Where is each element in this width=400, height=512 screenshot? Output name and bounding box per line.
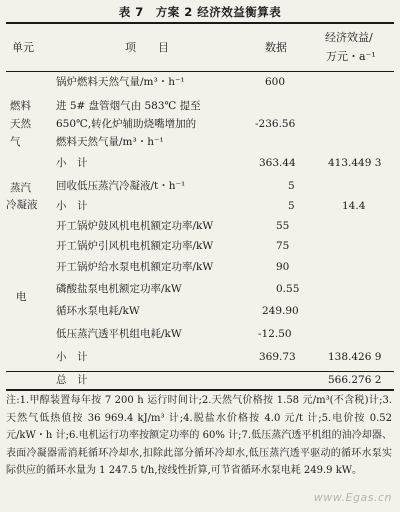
- item-text: 小 计: [56, 200, 88, 212]
- table-note: 注:1.甲醇装置每年按 7 200 h 运行时间计;2.天然气价格按 1.58 元/m³(不含税)计;3.天然气低热值按 36 969.4 kJ/m³ 计;4.脱盐水价格按 4.0 元/t 计;5.电价按 0.52 元/kW・h 计;6.电机运行功率按额定功率的 60% 计;7.低压蒸汽透平机组的油冷却器、表面冷凝器需消耗循环冷却水,扣除此部分循环冷却水,低压蒸汽透平驱动的循环水泵实际供应的循环水量为 1 247.5 t/h,按线性折算,可节省循环水泵电耗 249.9 kW。: [6, 395, 392, 476]
- bottom-rule: [6, 389, 394, 391]
- header-unit: 单元: [12, 41, 34, 54]
- benefit-value: 413.449 3: [328, 157, 382, 169]
- top-rule: [6, 22, 394, 24]
- data-value: 5: [288, 180, 295, 192]
- data-value: 55: [276, 220, 290, 232]
- item-text: 650℃,转化炉辅助烧嘴增加的: [56, 118, 197, 130]
- item-text: 进 5# 盘管烟气由 583℃ 提至: [56, 100, 201, 112]
- watermark: www.Egas.cn: [313, 491, 392, 504]
- item-text: 燃料天然气量/m³・h⁻¹: [56, 136, 164, 148]
- item-text: 锅炉燃料天然气量/m³・h⁻¹: [56, 76, 185, 88]
- data-value: 249.90: [262, 305, 299, 317]
- item-text: 磷酸盐泵电机额定功率/kW: [56, 283, 182, 295]
- unit-label: 燃料: [10, 100, 31, 112]
- data-value: 363.44: [259, 157, 296, 169]
- item-text: 开工锅炉鼓风机电机额定功率/kW: [56, 220, 214, 232]
- total-label: 总 计: [56, 374, 88, 386]
- unit-label: 气: [10, 136, 21, 148]
- unit-label: 蒸汽: [10, 182, 31, 194]
- data-value: 5: [288, 200, 295, 212]
- item-text: 小 计: [56, 351, 88, 363]
- header-rule: [6, 71, 394, 72]
- benefit-value: 14.4: [342, 200, 366, 212]
- data-value: -12.50: [258, 328, 292, 340]
- unit-label: 天然: [10, 118, 31, 130]
- item-text: 开工锅炉给水泵电机额定功率/kW: [56, 261, 214, 273]
- table-title: 表 7 方案 2 经济效益衡算表: [118, 5, 282, 19]
- data-value: 600: [265, 76, 286, 88]
- data-value: 90: [276, 261, 290, 273]
- header-item: 项 目: [125, 41, 169, 54]
- unit-label: 冷凝液: [6, 199, 38, 211]
- data-value: 369.73: [259, 351, 296, 363]
- total-benefit: 566.276 2: [328, 374, 382, 386]
- header-benefit-line2: 万元・a⁻¹: [326, 50, 376, 63]
- item-text: 开工锅炉引风机电机额定功率/kW: [56, 240, 214, 252]
- data-value: 0.55: [276, 283, 300, 295]
- item-text: 回收低压蒸汽冷凝液/t・h⁻¹: [56, 180, 186, 192]
- item-text: 小 计: [56, 157, 88, 169]
- header-data: 数据: [265, 41, 287, 54]
- unit-label: 电: [16, 291, 27, 303]
- header-benefit-line1: 经济效益/: [325, 31, 373, 44]
- data-value: -236.56: [255, 118, 296, 130]
- data-value: 75: [276, 240, 290, 252]
- benefit-value: 138.426 9: [328, 351, 382, 363]
- item-text: 循环水泵电耗/kW: [56, 305, 140, 317]
- item-text: 低压蒸汽透平机组电耗/kW: [56, 328, 182, 340]
